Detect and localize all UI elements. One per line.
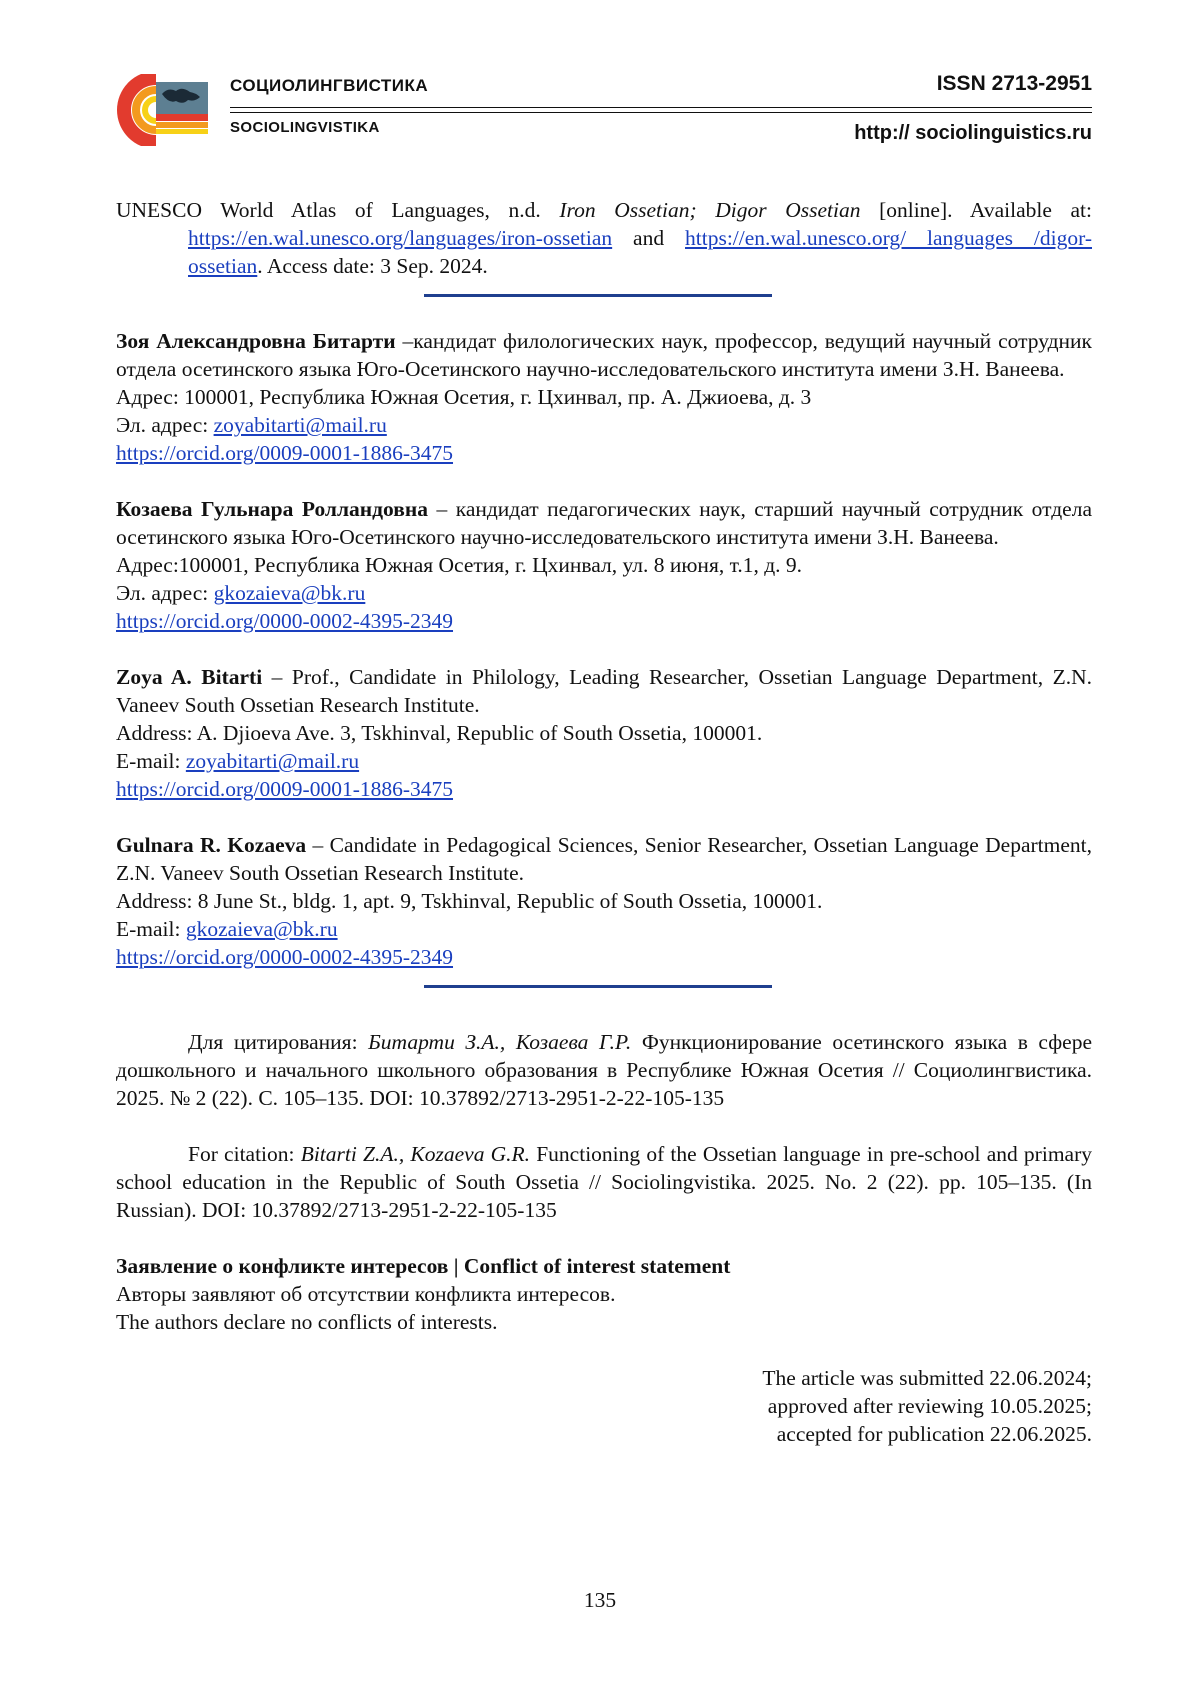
journal-logo-icon [108,74,208,146]
author-block-en-2 [116,831,1092,971]
author-description: – Candidate in Pedagogical Sciences, Senior Researcher, Ossetian Language Department, Z.N. Vaneev South Ossetian Research Institute. [116,833,1092,885]
author-name: Козаева Гульнара Ролландовна [116,497,429,521]
conflict-heading: Заявление о конфликте интересов | Conflict of interest statement [116,1254,731,1278]
author-orcid-link[interactable]: https://orcid.org/0009-0001-1886-3475 [116,441,454,465]
author-address: Address: 8 June St., bldg. 1, apt. 9, Tskhinval, Republic of South Ossetia, 100001. [116,889,823,913]
citation-text: Functioning of the Ossetian language in pre-school and primary school education in the Republic of South Ossetia // Sociolingvistika. 2025. No. 2 (22). pp. 105–135. (In Russian). DOI: 10.37892/2713-2951-2-22-105-135 [116,1142,1092,1222]
conflict-text-ru: Авторы заявляют об отсутствии конфликта интересов. [116,1282,616,1306]
author-description: –кандидат филологических наук, профессор, ведущий научный сотрудник отдела осетинского языка Юго-Осетинского научно-исследовательского института имени З.Н. Ванеева. [116,329,1092,381]
author-orcid-link[interactable]: https://orcid.org/0009-0001-1886-3475 [116,777,454,801]
email-label: Эл. адрес: [116,581,214,605]
author-address: Address: A. Djioeva Ave. 3, Tskhinval, Republic of South Ossetia, 100001. [116,721,763,745]
reference-suffix: . Access date: 3 Sep. 2024. [257,254,488,278]
reference-prefix: UNESCO World Atlas of Languages, n.d. [116,198,560,222]
date-accepted: accepted for publication 22.06.2025. [776,1422,1092,1446]
author-block-ru-2 [116,495,1092,635]
citation-authors: Bitarti Z.A., Kozaeva G.R. [300,1142,531,1166]
author-description: – Prof., Candidate in Philology, Leading Researcher, Ossetian Language Department, Z.N. Vaneev South Ossetian Research Institute. [116,665,1092,717]
header-rule [230,107,1092,108]
reference-and: and [612,226,685,250]
email-label: E-mail: [116,917,186,941]
page-content [116,196,1092,1448]
conflict-text-en: The authors declare no conflicts of interests. [116,1310,498,1334]
author-orcid-link[interactable]: https://orcid.org/0000-0002-4395-2349 [116,945,454,969]
citation-lead: Для цитирования: [188,1030,369,1054]
author-block-ru-1 [116,327,1092,467]
citation-ru [116,1028,1092,1112]
journal-title-en: SOCIOLINGVISTIKA [230,119,380,136]
email-label: E-mail: [116,749,186,773]
reference-link-digor[interactable]: https://en.wal.unesco.org/ languages /digor-ossetian [188,226,1092,278]
page-number: 135 [583,1588,617,1612]
issn: ISSN 2713-2951 [936,72,1092,95]
journal-site: http:// sociolinguistics.ru [854,122,1092,144]
author-email-link[interactable]: zoyabitarti@mail.ru [213,413,387,437]
email-label: Эл. адрес: [116,413,214,437]
author-name: Zoya A. Bitarti [116,665,263,689]
header-rule [230,112,1092,113]
reference-entry [116,196,1092,280]
citation-lead: For citation: [188,1142,301,1166]
author-email-link[interactable]: zoyabitarti@mail.ru [185,749,360,773]
citation-authors: Битарти З.А., Козаева Г.Р. [368,1030,632,1054]
author-address: Адрес:100001, Республика Южная Осетия, г. Цхинвал, ул. 8 июня, т.1, д. 9. [116,553,803,577]
journal-title-ru: СОЦИОЛИНГВИСТИКА [230,76,429,95]
reference-link-iron[interactable]: https://en.wal.unesco.org/languages/iron-ossetian [188,226,613,250]
reference-text: [online]. Available at: [860,198,1093,222]
author-orcid-link[interactable]: https://orcid.org/0000-0002-4395-2349 [116,609,454,633]
author-email-link[interactable]: gkozaieva@bk.ru [185,917,338,941]
citation-text: Функционирование осетинского языка в сфере дошкольного и начального школьного образования в Республике Южная Осетия // Социолингвистика. 2025. № 2 (22). С. 105–135. DOI: 10.37892/2713-2951-2-22-105-135 [116,1030,1092,1110]
page-header [0,0,1200,170]
citation-en [116,1140,1092,1224]
author-name: Зоя Александровна Битарти [116,329,396,353]
author-email-link[interactable]: gkozaieva@bk.ru [213,581,366,605]
date-submitted: The article was submitted 22.06.2024; [762,1366,1092,1390]
date-approved: approved after reviewing 10.05.2025; [767,1394,1092,1418]
author-name: Gulnara R. Kozaeva [116,833,307,857]
author-description: – кандидат педагогических наук, старший научный сотрудник отдела осетинского языка Юго-Осетинского научно-исследовательского института имени З.Н. Ванеева. [116,497,1092,549]
reference-title: Iron Ossetian; Digor Ossetian [559,198,861,222]
author-block-en-1 [116,663,1092,803]
article-dates [116,1364,1092,1448]
author-address: Адрес: 100001, Республика Южная Осетия, г. Цхинвал, пр. А. Джиоева, д. 3 [116,385,812,409]
